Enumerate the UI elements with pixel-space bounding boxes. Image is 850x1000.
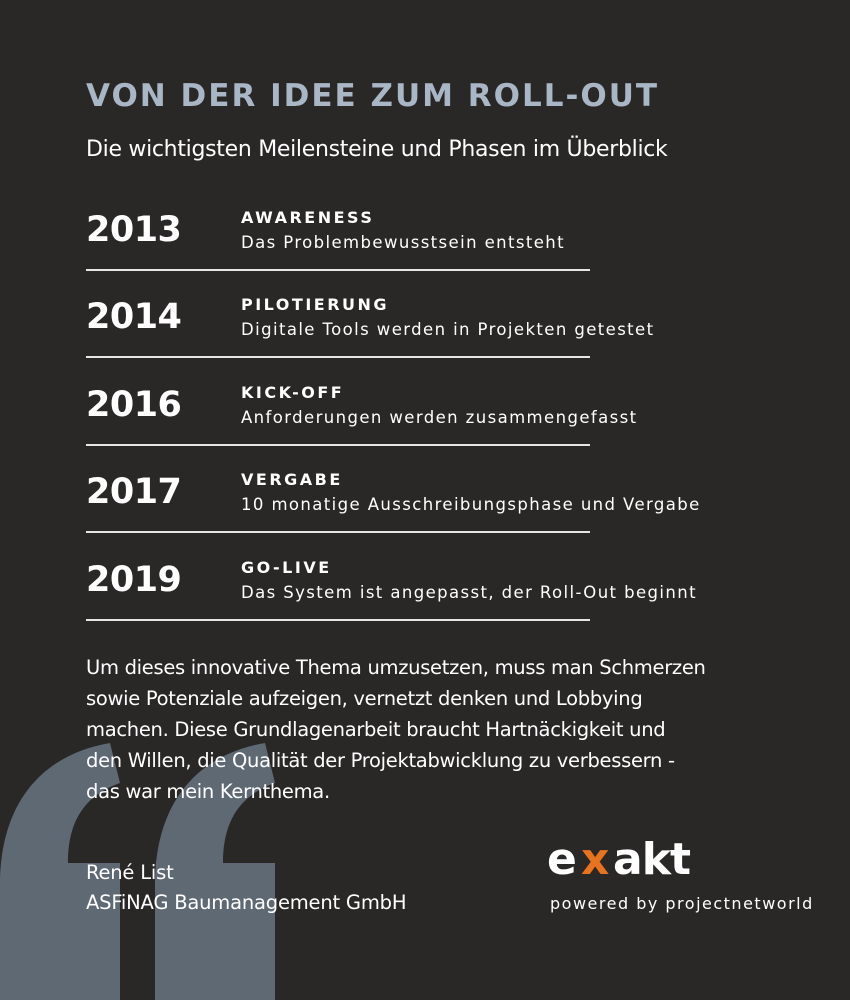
quote-text xyxy=(86,652,776,807)
author-name: René List xyxy=(86,861,174,884)
milestone-2017 xyxy=(86,472,786,560)
milestone-phase: GO-LIVE xyxy=(241,558,332,577)
exakt-logo xyxy=(547,838,762,882)
milestone-2014 xyxy=(86,297,786,385)
milestone-phase: PILOTIERUNG xyxy=(241,295,390,314)
quote-line: das war mein Kernthema. xyxy=(86,780,330,803)
milestone-divider xyxy=(86,444,590,446)
milestone-2016 xyxy=(86,385,786,473)
milestone-description: 10 monatige Ausschreibungsphase und Vergabe xyxy=(241,495,701,514)
milestone-divider xyxy=(86,619,590,621)
milestone-2013 xyxy=(86,210,786,298)
milestone-divider xyxy=(86,531,590,533)
quote-line: Um dieses innovative Thema umzusetzen, muss man Schmerzen xyxy=(86,656,706,679)
quote-attribution xyxy=(86,858,406,918)
milestone-description: Das System ist angepasst, der Roll-Out beginnt xyxy=(241,583,697,602)
milestone-phase: VERGABE xyxy=(241,470,343,489)
milestone-phase: AWARENESS xyxy=(241,208,375,227)
milestone-year: 2014 xyxy=(86,297,182,337)
author-company: ASFiNAG Baumanagement GmbH xyxy=(86,891,407,914)
svg-text:x: x xyxy=(581,838,609,882)
milestone-year: 2017 xyxy=(86,472,182,512)
page-subtitle: Die wichtigsten Meilensteine und Phasen im Überblick xyxy=(86,137,668,162)
milestone-year: 2016 xyxy=(86,385,182,425)
svg-text:akt: akt xyxy=(613,838,690,882)
page-title: VON DER IDEE ZUM ROLL-OUT xyxy=(86,78,660,114)
milestone-divider xyxy=(86,269,590,271)
quote-line: machen. Diese Grundlagenarbeit braucht Hartnäckigkeit und xyxy=(86,718,666,741)
milestone-2019 xyxy=(86,560,786,648)
milestone-description: Anforderungen werden zusammengefasst xyxy=(241,408,638,427)
quote-line: sowie Potenziale aufzeigen, vernetzt denken und Lobbying xyxy=(86,687,643,710)
milestone-year: 2019 xyxy=(86,560,182,600)
brand-tagline: powered by projectnetworld xyxy=(550,894,814,913)
milestone-divider xyxy=(86,356,590,358)
milestone-phase: KICK-OFF xyxy=(241,383,345,402)
milestone-year: 2013 xyxy=(86,210,182,250)
svg-text:e: e xyxy=(547,838,576,882)
quote-line: den Willen, die Qualität der Projektabwicklung zu verbessern - xyxy=(86,749,675,772)
milestone-description: Das Problembewusstsein entsteht xyxy=(241,233,566,252)
milestone-description: Digitale Tools werden in Projekten getestet xyxy=(241,320,655,339)
